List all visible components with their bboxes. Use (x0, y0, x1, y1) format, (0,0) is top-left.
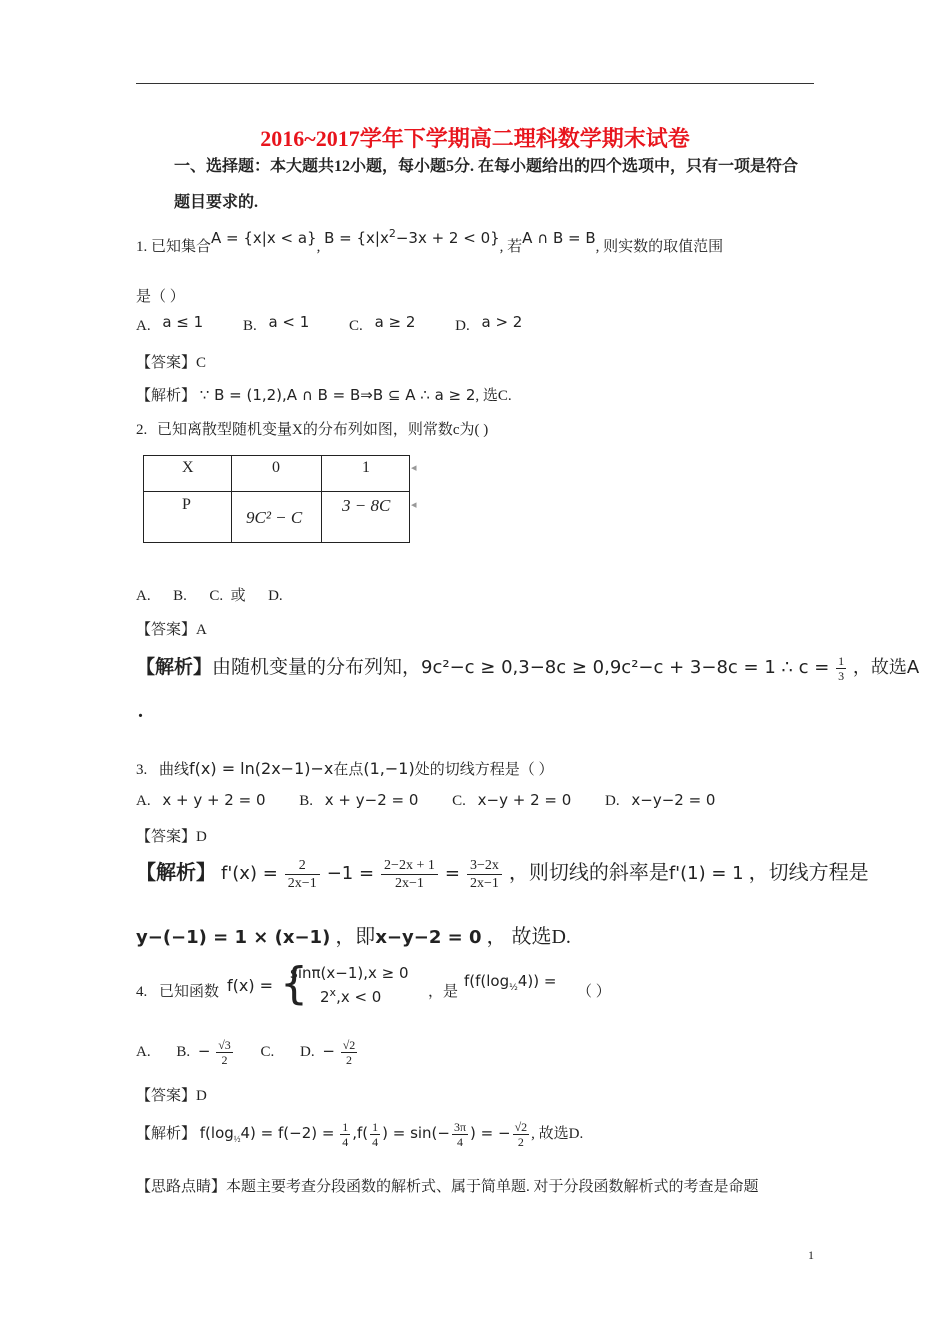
q3-line2-tail: ， 故选D. (486, 926, 571, 948)
fraction: $\frac{2}{2x-1}$ (285, 857, 320, 892)
q1-set-b: $B = \{x|x^2-3x + 2 < 0\}$ (324, 227, 500, 247)
q2-analysis-period: . (138, 700, 143, 722)
q4-number: 4. (136, 984, 148, 1000)
q3-equals: = (444, 863, 460, 884)
q3-option-b-label: B. (299, 793, 314, 809)
q3-minus-one: −1 = (326, 863, 375, 884)
q3-slope-text: ，则切线的斜率是 (508, 862, 669, 884)
q4-option-a-label: A. (136, 1043, 151, 1060)
table-cell: 1 (322, 456, 410, 492)
paragraph-mark-icon: ◂ (411, 499, 417, 511)
fraction: $\frac{√3}{2}$ (218, 1038, 231, 1067)
q3-derivative: f'(x) = (221, 863, 278, 884)
table-cell: 0 (232, 456, 322, 492)
fraction: $\frac{√2}{2}$ (342, 1038, 356, 1067)
q1-option-d: a > 2 (481, 313, 523, 331)
brace-icon: { (280, 958, 308, 1009)
question-1 (136, 227, 724, 256)
q1-option-c: a ≥ 2 (374, 313, 416, 331)
section-heading-line2: 题目要求的. (174, 194, 259, 211)
q3-function: f(x) = ln(2x−1)−x (189, 759, 334, 778)
q1-answer (136, 351, 206, 372)
q1-option-d-label: D. (455, 318, 470, 334)
answer-label: 【答案】 (136, 355, 197, 371)
table-row (144, 456, 410, 492)
answer-value: C (196, 355, 207, 371)
q3-option-a-label: A. (136, 793, 151, 809)
q4-text-a: 已知函数 (159, 984, 220, 1000)
page-title: 2016~2017学年下学期高二理科数学期末试卷 (260, 126, 690, 151)
q3-line2-eq: x−y−2 = 0 (375, 927, 482, 948)
q1-analysis (136, 384, 512, 405)
page-number: 1 (808, 1248, 814, 1262)
table-row (144, 492, 410, 543)
answer-label: 【答案】 (136, 829, 197, 845)
q1-option-a-label: A. (136, 318, 151, 334)
q4-option-b-label: B. (176, 1043, 191, 1060)
table-cell: 3 − 8C (322, 492, 410, 543)
q4-option-d-label: D. (300, 1043, 315, 1060)
q3-option-c-label: C. (452, 793, 466, 809)
analysis-label: 【解析】 (136, 657, 213, 678)
analysis-label: 【解析】 (136, 862, 216, 884)
note-paragraph: 【思路点睛】本题主要考查分段函数的解析式、属于简单题. 对于分段函数解析式的考查是命题 (136, 1179, 759, 1195)
q4-case2: $2^x,x < 0$ (320, 986, 382, 1006)
q1-number: 1. (136, 239, 148, 255)
q4-option-c-label: C. (260, 1043, 275, 1060)
q2-analysis-tail: ，故选A (852, 657, 920, 678)
q1-option-a: a ≤ 1 (162, 313, 204, 331)
q4-text-b: ，是 (428, 984, 459, 1000)
q3-text-b: 在点 (333, 762, 364, 778)
q2-analysis-math: 9c²−c ≥ 0,3−8c ≥ 0,9c²−c + 3−8c = 1 ∴ c = (421, 657, 830, 678)
q4-paren: （ ） (577, 984, 611, 1000)
fraction: $\frac{2-2x + 1}{2x-1}$ (381, 857, 438, 892)
q1-condition: A ∩ B = B (522, 229, 596, 247)
q1-text-b: , 若 (499, 239, 523, 255)
q3-analysis (136, 856, 869, 892)
q1-line2: 是（ ） (136, 289, 185, 305)
q3-option-b: x + y−2 = 0 (324, 791, 419, 809)
q1-analysis-tail: , 选C. (475, 388, 512, 404)
question-2 (136, 418, 488, 439)
answer-value: A (196, 622, 207, 638)
q3-answer (136, 825, 207, 846)
q4-options: A. B. − $\frac{√3}{2}$ C. D. − $\frac{√2}{2}$ (136, 1038, 356, 1067)
q1-option-c-label: C. (349, 318, 363, 334)
q2-options: A. B. C. 或 D. (136, 588, 283, 604)
q1-analysis-math: ∵ B = (1,2),A ∩ B = B⇒B ⊆ A ∴ a ≥ 2 (199, 386, 476, 404)
q3-slope: f'(1) = 1 (668, 863, 744, 884)
q1-options (136, 313, 523, 335)
fraction: $\frac{3-2x}{2x-1}$ (467, 857, 502, 892)
answer-label: 【答案】 (136, 1088, 197, 1104)
q3-option-d: x−y−2 = 0 (631, 791, 716, 809)
q1-option-b: a < 1 (268, 313, 310, 331)
q2-number: 2. (136, 422, 148, 438)
q4-function: f(x) = (227, 976, 274, 995)
q3-options (136, 791, 715, 810)
fraction: $\frac{1}{3}$ (838, 654, 845, 684)
table-cell: P (144, 492, 232, 543)
table-cell: X (144, 456, 232, 492)
q1-comma: , (316, 239, 321, 255)
q3-option-d-label: D. (605, 793, 620, 809)
q1-text-c: , 则实数的取值范围 (595, 239, 724, 255)
distribution-table (143, 455, 410, 543)
question-3 (136, 758, 553, 779)
q3-option-a: x + y + 2 = 0 (162, 791, 266, 809)
q3-line-text: ，切线方程是 (748, 862, 869, 884)
table-cell: 9C² − C (232, 492, 322, 543)
q4-ask: $f(f(\log_{\frac{1}{2}}4))$ = (464, 972, 557, 993)
answer-value: D (196, 829, 207, 845)
q3-point: (1,−1) (363, 759, 415, 778)
q4-answer (136, 1084, 207, 1105)
q1-text-a: 已知集合 (151, 239, 212, 255)
analysis-label: 【解析】 (136, 388, 197, 404)
answer-label: 【答案】 (136, 622, 197, 638)
q4-analysis: 【解析】 $f(\log_{\frac{1}{2}}4) = f(-2)$ = $\frac{1}{4}$ ,f( $\frac{1}{4}$ ) = sin(− $\frac{3\pi}{4}$ ) = − $\frac{√2}{2}$ , 故选D. (136, 1120, 584, 1149)
fraction: $\frac{√2}{2}$ (514, 1120, 528, 1149)
header-rule (136, 83, 814, 84)
q4-prefix (136, 980, 219, 1001)
q2-text: 已知离散型随机变量X的分布列如图，则常数c为( ) (157, 422, 489, 438)
q3-text-c: 处的切线方程是（ ） (414, 762, 554, 778)
fraction: $\frac{1}{4}$ (372, 1120, 379, 1149)
answer-value: D (196, 1088, 207, 1104)
q3-line-math: y−(−1) = 1 × (x−1) (136, 927, 331, 948)
q4-case1: sinπ(x−1),x ≥ 0 (290, 964, 409, 982)
fraction: $\frac{1}{4}$ (342, 1120, 349, 1149)
q3-analysis-line2 (136, 920, 571, 949)
fraction: $\frac{3\pi}{4}$ (453, 1120, 467, 1149)
analysis-label: 【解析】 (136, 1125, 197, 1142)
q1-set-a: A = {x|x < a} (211, 229, 317, 247)
q3-number: 3. (136, 762, 148, 778)
q3-line2-text: ，即 (335, 926, 376, 948)
q2-analysis-text: 由随机变量的分布列知， (212, 657, 422, 678)
q3-text-a: 曲线 (159, 762, 190, 778)
q2-analysis (136, 652, 919, 683)
section-heading-line1: 一、选择题：本大题共12小题，每小题5分. 在每小题给出的四个选项中，只有一项是符合 (174, 158, 799, 175)
paragraph-mark-icon: ◂ (411, 462, 417, 474)
q3-option-c: x−y + 2 = 0 (477, 791, 572, 809)
q1-option-b-label: B. (242, 318, 257, 334)
q2-answer (136, 618, 207, 639)
